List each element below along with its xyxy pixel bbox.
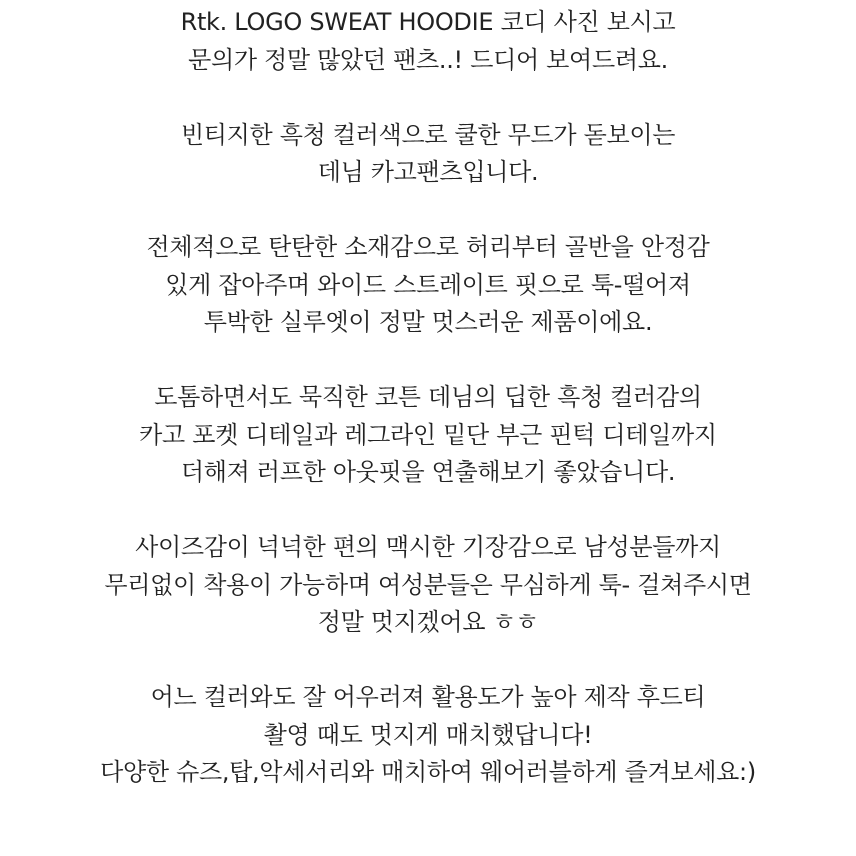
text-line: 전체적으로 탄탄한 소재감으로 허리부터 골반을 안정감 — [146, 233, 710, 261]
text-line: 문의가 정말 많았던 팬츠..! 드디어 보여드려요. — [188, 45, 668, 74]
text-line: 어느 컬러와도 잘 어우러져 활용도가 높아 제작 후드티 — [150, 683, 706, 711]
text-line: 촬영 때도 멋지게 매치했답니다! — [263, 720, 593, 749]
text-line: 더해져 러프한 아웃핏을 연출해보기 좋았습니다. — [180, 458, 676, 486]
paragraph-intro — [0, 4, 856, 79]
text-line: Rtk. LOGO SWEAT HOODIE 코디 사진 보시고 — [180, 8, 676, 36]
paragraph-size — [0, 529, 856, 642]
text-line: 데님 카고팬츠입니다. — [317, 158, 539, 186]
paragraph-color-mood — [0, 117, 856, 192]
text-line: 투박한 실루엣이 정말 멋스러운 제품이에요. — [203, 308, 653, 336]
text-line: 정말 멋지겠어요 ㅎㅎ — [317, 608, 539, 636]
text-line: 다양한 슈즈,탑,악세서리와 매치하여 웨어러블하게 즐겨보세요:) — [100, 758, 756, 786]
paragraph-fit — [0, 229, 856, 342]
text-line: 카고 포켓 디테일과 레그라인 밑단 부근 핀턱 디테일까지 — [139, 420, 717, 449]
text-line: 도톰하면서도 묵직한 코튼 데님의 딥한 흑청 컬러감의 — [154, 383, 702, 411]
text-line: 무리없이 착용이 가능하며 여성분들은 무심하게 툭- 걸쳐주시면 — [104, 570, 752, 599]
text-line: 사이즈감이 넉넉한 편의 맥시한 기장감으로 남성분들까지 — [135, 533, 721, 561]
text-line: 있게 잡아주며 와이드 스트레이트 핏으로 툭-떨어져 — [165, 270, 691, 299]
paragraph-styling — [0, 679, 856, 792]
text-line: 빈티지한 흑청 컬러색으로 쿨한 무드가 돋보이는 — [180, 120, 676, 149]
paragraph-details — [0, 379, 856, 492]
